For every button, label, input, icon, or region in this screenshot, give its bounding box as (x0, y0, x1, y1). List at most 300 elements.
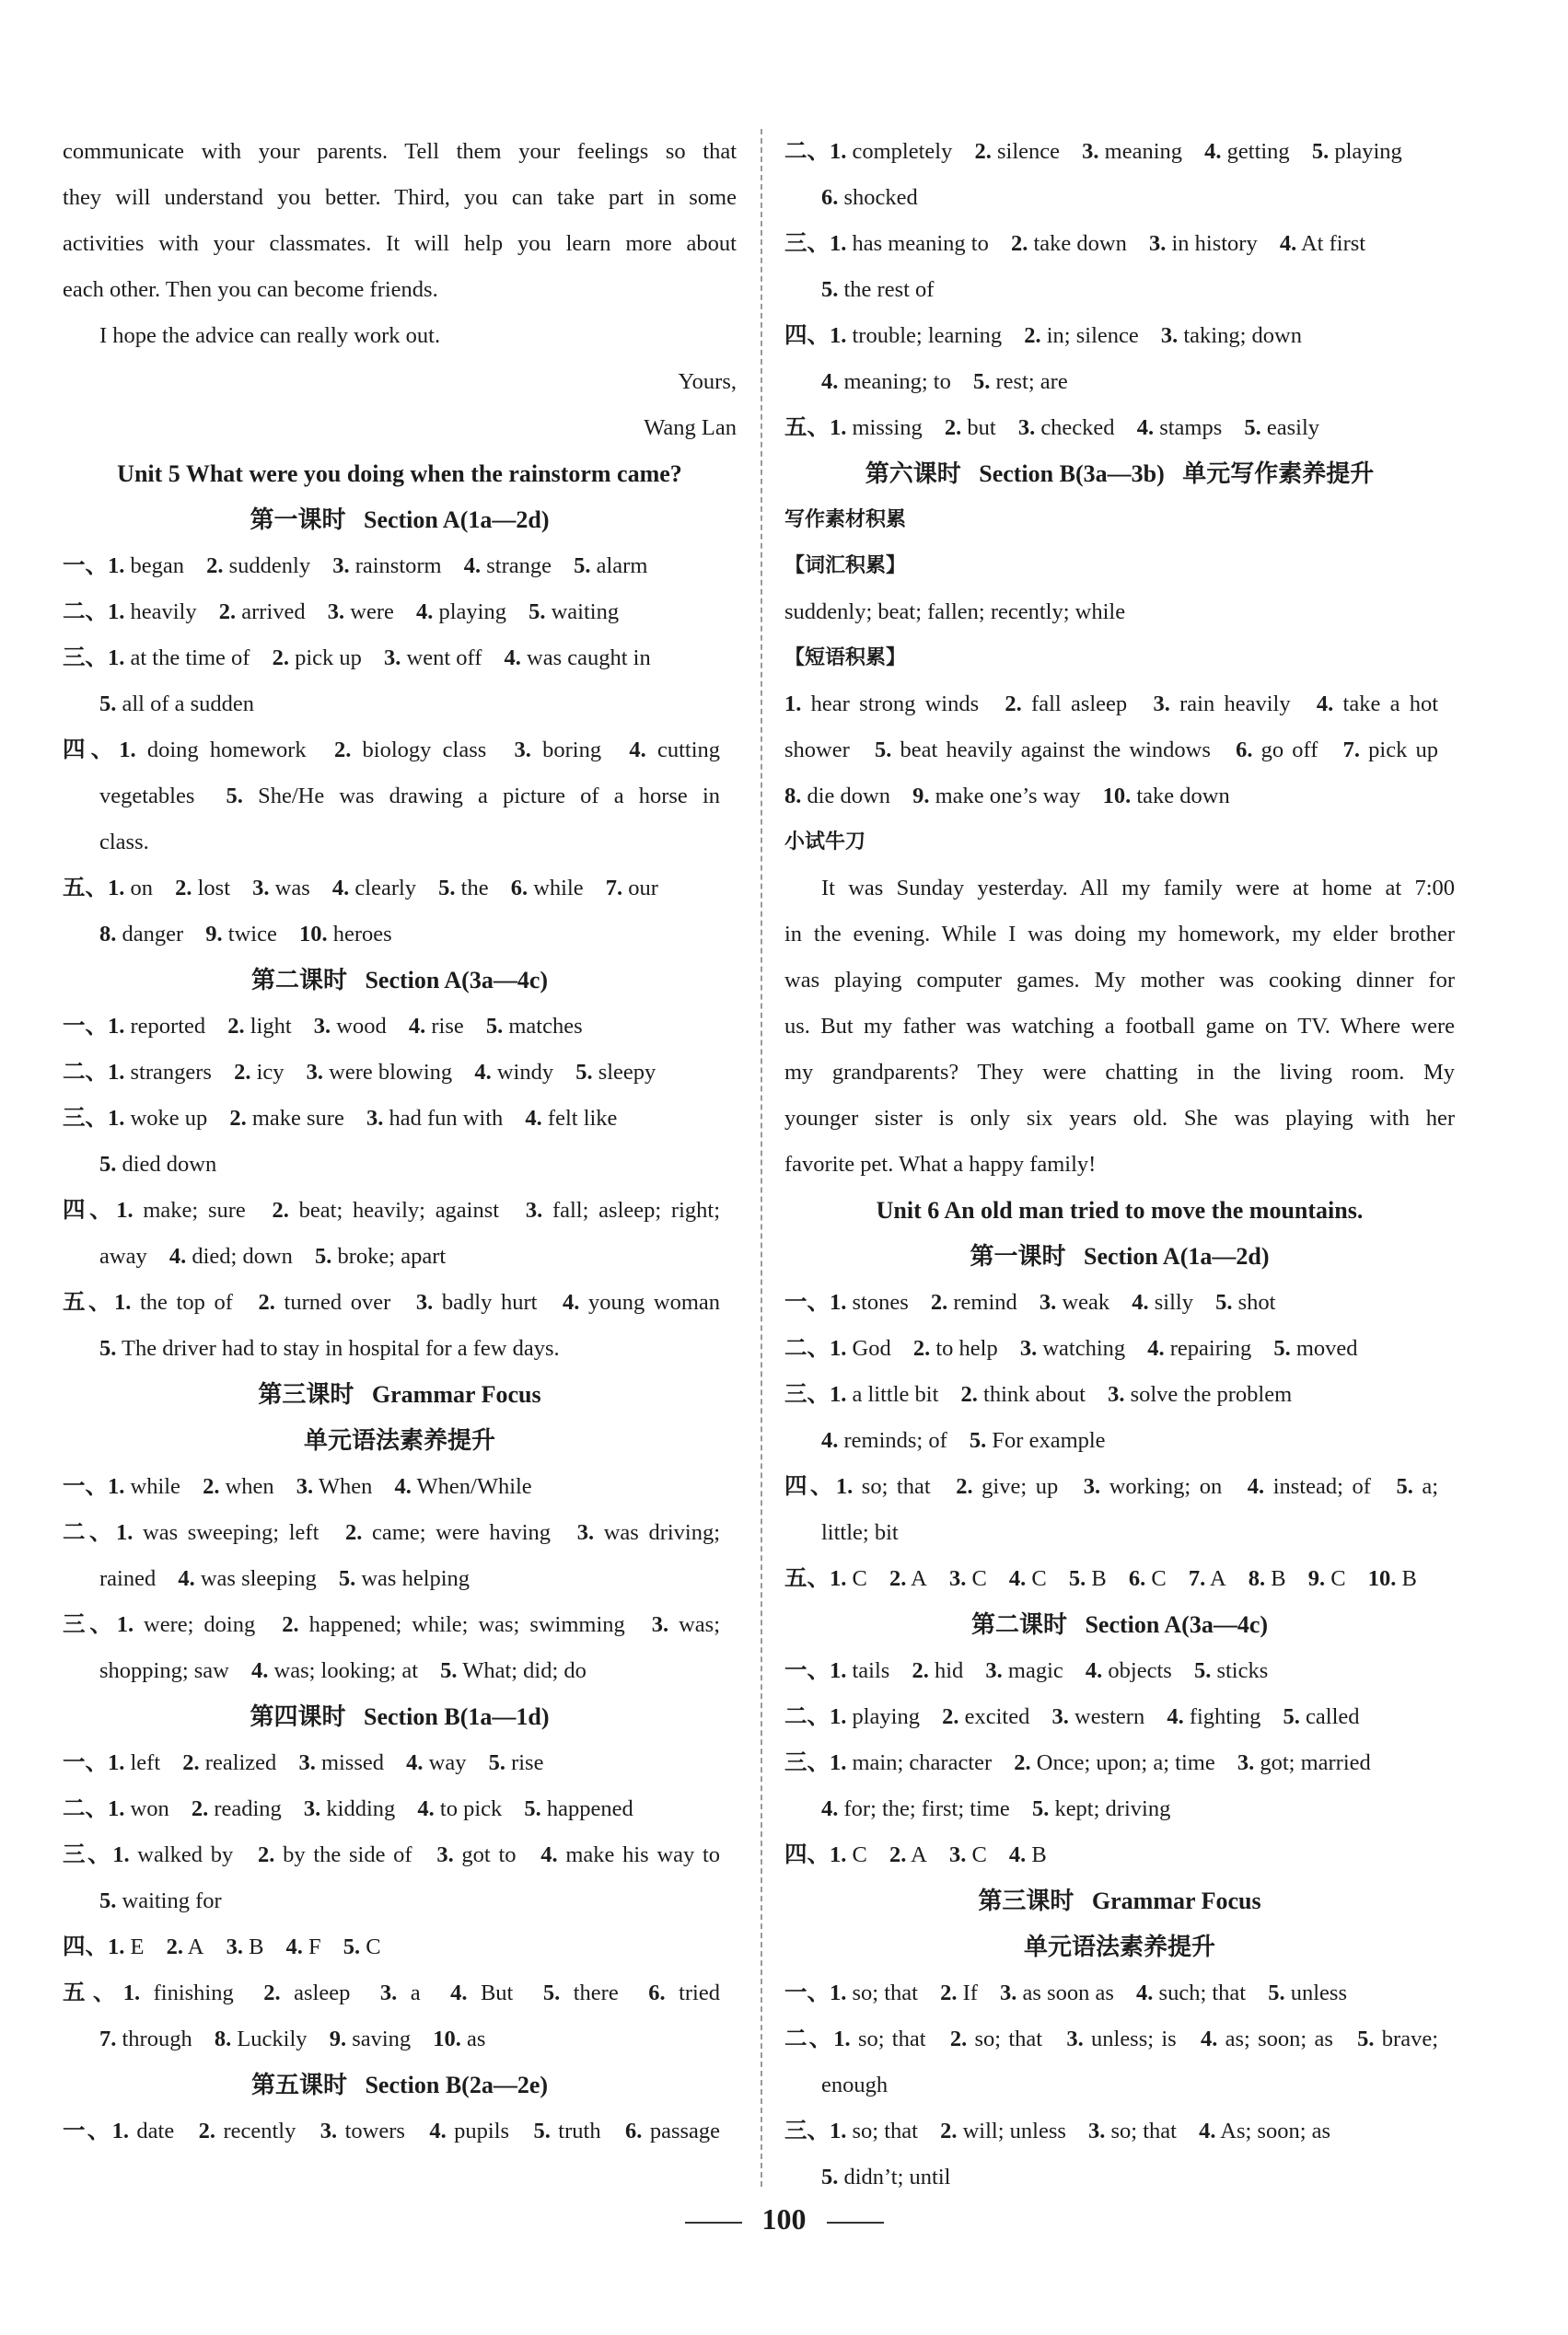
answer-item: 3. towers (319, 2119, 405, 2143)
answer-item: 4. was caught in (504, 645, 651, 670)
answer-item: 4. was sleeping (178, 1566, 317, 1591)
answer-line (63, 543, 737, 589)
answer-item: 4. At first (1279, 231, 1366, 256)
answer-line (784, 2016, 1455, 2062)
section-heading: 第二课时 Section A(3a—4c) (970, 1611, 1269, 1638)
answer-item: 2. A (889, 1566, 927, 1591)
answer-item: 4. repairing (1147, 1336, 1252, 1361)
answer-item: 5. a; (1396, 1474, 1439, 1499)
exercise-label: 三、 (63, 1106, 108, 1131)
exercise-label: 一、 (63, 1474, 108, 1499)
answer-item: 1. E (108, 1934, 145, 1959)
answer-item: 3. western (1051, 1704, 1145, 1729)
answer-item: 2. think about (960, 1382, 1086, 1407)
answer-item: 5. moved (1273, 1336, 1358, 1361)
text-line: communicate with your parents. Tell them your feelings so that (63, 139, 737, 164)
answer-item: 3. solve the problem (1108, 1382, 1293, 1407)
section-heading: 第二课时 Section A(3a—4c) (250, 967, 549, 993)
answer-item: 3. was (252, 876, 310, 900)
answer-item: 2. happened; while; was; swimming (282, 1612, 625, 1637)
answer-item: 1. doing homework (119, 738, 307, 762)
answer-item: 4. died; down (168, 1244, 293, 1269)
answer-item: 4. clearly (331, 876, 417, 900)
answer-item: 4. cutting (629, 738, 721, 762)
answer-item: 1. finishing (122, 1981, 234, 2005)
answer-item: 2. arrived (218, 599, 306, 624)
exercise-label: 三、 (784, 2119, 830, 2143)
answer-item: 4. young woman (563, 1290, 721, 1315)
text-line: us. But my father was watching a football game on TV. Where were (784, 1014, 1455, 1039)
answer-item: 3. badly hurt (415, 1290, 538, 1315)
answer-item: 1. the top of (114, 1290, 233, 1315)
answer-item: 5. The driver had to stay in hospital for a few days. (99, 1336, 560, 1361)
answer-item: 1. so; that (830, 2119, 918, 2143)
answer-item: 1. walked by (112, 1842, 234, 1867)
answer-item: 3. got to (436, 1842, 517, 1867)
text-line: suddenly; beat; fallen; recently; while (784, 599, 1126, 624)
answer-item: 2. A (889, 1842, 927, 1867)
text-line: they will understand you better. Third, you can take part in some (63, 185, 737, 210)
answer-line (784, 681, 1455, 727)
answer-item: 5. She/He was drawing a picture of a horse in (226, 784, 720, 808)
answer-item: 1. stones (830, 1290, 909, 1315)
text-line: each other. Then you can become friends. (63, 277, 438, 302)
answer-item: 9. C (1307, 1566, 1346, 1591)
exercise-label: 一、 (63, 1750, 108, 1775)
answer-item: 8. Luckily (214, 2027, 308, 2051)
answer-item: 3. kidding (303, 1796, 396, 1821)
answer-item: 3. so; that (1088, 2119, 1177, 2143)
answer-line (784, 359, 1455, 405)
section-heading: 单元语法素养提升 (303, 1427, 495, 1454)
answer-item: 1. woke up (108, 1106, 208, 1131)
answer-line (784, 313, 1455, 359)
answer-line (63, 1096, 737, 1142)
answer-item: 2. Once; upon; a; time (1014, 1750, 1215, 1775)
answer-line (63, 865, 737, 912)
answer-item: 2. will; unless (940, 2119, 1066, 2143)
answer-item: 8. die down (784, 784, 890, 808)
answer-line (63, 1464, 737, 1510)
answer-item: 3. C (948, 1842, 987, 1867)
answer-item: 5. easily (1244, 415, 1320, 440)
answer-item: 2. make sure (229, 1106, 344, 1131)
answer-line (784, 1372, 1455, 1418)
answer-item: 3. as soon as (1000, 1981, 1114, 2005)
answer-item: 2. when (203, 1474, 274, 1499)
exercise-label: 一、 (63, 2119, 112, 2143)
exercise-label: 三、 (63, 645, 108, 670)
answer-item: 8. danger (99, 922, 184, 947)
answer-line (784, 1418, 1455, 1464)
answer-item: 3. taking; down (1160, 323, 1302, 348)
subheading: 【词汇积累】 (784, 554, 907, 577)
answer-line (784, 2108, 1455, 2155)
answer-line (784, 727, 1455, 773)
exercise-label: 三、 (784, 1382, 830, 1407)
answer-item: 3. in history (1148, 231, 1258, 256)
answer-line (63, 1970, 737, 2016)
answer-item: 2. so; that (949, 2027, 1043, 2051)
answer-item: 1. has meaning to (830, 231, 989, 256)
answer-line (63, 681, 737, 727)
exercise-label: 三、 (63, 1612, 117, 1637)
answer-item: 4. objects (1085, 1658, 1172, 1683)
answer-item: 2. A (166, 1934, 204, 1959)
answer-item: 7. our (605, 876, 658, 900)
answer-line (63, 1602, 737, 1648)
text-line: in the evening. While I was doing my homework, my elder brother (784, 922, 1455, 947)
answer-line (784, 2062, 1455, 2108)
exercise-label: 二、 (63, 1060, 108, 1085)
answer-line (63, 589, 737, 635)
text-line: activities with your classmates. It will help you learn more about (63, 231, 737, 256)
answer-line (784, 1970, 1455, 2016)
answer-item: 2. realized (182, 1750, 277, 1775)
exercise-label: 二、 (784, 1704, 830, 1729)
answer-item: 5. alarm (574, 553, 648, 578)
answer-line (63, 1142, 737, 1188)
answer-item: 5. What; did; do (440, 1658, 587, 1683)
answer-item: 5. waiting (528, 599, 620, 624)
answer-item: 2. fall asleep (1005, 691, 1128, 716)
answer-item: 1. main; character (830, 1750, 993, 1775)
answer-line (784, 267, 1455, 313)
answer-item: 10. B (1367, 1566, 1417, 1591)
exercise-label: 四、 (784, 1842, 830, 1867)
answer-item: 1. strangers (108, 1060, 212, 1085)
column-divider (761, 129, 762, 2187)
answer-line (63, 1050, 737, 1096)
text-line: It was Sunday yesterday. All my family were at home at 7:00 (821, 876, 1455, 900)
answer-item: 4. fighting (1167, 1704, 1261, 1729)
answer-item: 10. heroes (298, 922, 392, 947)
answer-line (784, 1510, 1455, 1556)
answer-item: 1. began (108, 553, 184, 578)
answer-item: 1. at the time of (108, 645, 250, 670)
answer-item: 1. C (830, 1566, 867, 1591)
answer-item: 2. If (940, 1981, 978, 2005)
answer-item: 5. died down (99, 1152, 217, 1177)
answer-line (63, 1924, 737, 1970)
answer-item: 4. way (406, 1750, 467, 1775)
section-heading: 第一课时 Section A(1a—2d) (250, 506, 550, 533)
exercise-label: 三、 (784, 231, 830, 256)
section-heading: 第三课时 Grammar Focus (258, 1381, 541, 1408)
answer-item: 2. asleep (263, 1981, 351, 2005)
answer-item: 1. completely (830, 139, 953, 164)
answer-item: 1. so; that (830, 1981, 918, 2005)
answer-line (63, 1878, 737, 1924)
signature-line: Yours, (678, 369, 737, 394)
subheading: 【短语积累】 (784, 646, 907, 669)
answer-item: 4. But (450, 1981, 514, 2005)
answer-item: 8. B (1248, 1566, 1286, 1591)
answer-item: 2. by the side of (258, 1842, 412, 1867)
section-heading: 第五课时 Section B(2a—2e) (250, 2072, 549, 2098)
answer-item: shower (784, 738, 850, 762)
answer-item: 2. excited (942, 1704, 1030, 1729)
answer-item: 2. recently (198, 2119, 296, 2143)
answer-item: 4. rise (408, 1014, 464, 1039)
answer-item: 3. meaning (1082, 139, 1183, 164)
section-heading: 单元语法素养提升 (1023, 1934, 1215, 1960)
answer-line (63, 2016, 737, 2062)
text-line: was playing computer games. My mother was cooking dinner for (784, 968, 1455, 993)
answer-line (63, 1234, 737, 1280)
answer-item: 4. as; soon; as (1200, 2027, 1333, 2051)
left-column (63, 129, 737, 2155)
answer-item: 6. passage (625, 2119, 721, 2143)
answer-item: 6. go off (1236, 738, 1318, 762)
answer-line (63, 1648, 737, 1694)
answer-line (63, 1326, 737, 1372)
answer-line (784, 175, 1455, 221)
exercise-label: 二、 (63, 1520, 117, 1545)
answer-item: 3. rain heavily (1153, 691, 1291, 716)
answer-line (63, 912, 737, 958)
answer-item: 6. while (510, 876, 584, 900)
answer-item: 9. twice (205, 922, 277, 947)
exercise-label: 三、 (784, 1750, 830, 1775)
answer-item: 5. rise (488, 1750, 544, 1775)
answer-line (63, 1740, 737, 1786)
answer-item: 1. a little bit (830, 1382, 939, 1407)
answer-item: 2. lost (175, 876, 231, 900)
answer-item: 1. was sweeping; left (116, 1520, 319, 1545)
page-number-left-dash (685, 2222, 742, 2224)
answer-item: 4. instead; of (1247, 1474, 1371, 1499)
answer-item: 2. icy (234, 1060, 285, 1085)
answer-item: 1. playing (830, 1704, 920, 1729)
answer-line (63, 1832, 737, 1878)
answer-line (784, 1464, 1455, 1510)
answer-item: 1. on (108, 876, 153, 900)
answer-line (63, 1556, 737, 1602)
answer-item: 3. B (226, 1934, 264, 1959)
answer-item: enough (821, 2073, 889, 2097)
answer-item: 5. was helping (338, 1566, 470, 1591)
answer-line (63, 1280, 737, 1326)
exercise-label: 四、 (784, 323, 830, 348)
answer-item: 2. beat; heavily; against (272, 1198, 500, 1223)
answer-item: 5. playing (1311, 139, 1402, 164)
answer-item: 1. missing (830, 415, 923, 440)
answer-item: 3. were (327, 599, 394, 624)
answer-item: 3. were blowing (306, 1060, 453, 1085)
exercise-label: 二、 (784, 2027, 834, 2051)
answer-line (784, 1556, 1455, 1602)
answer-item: 4. stamps (1136, 415, 1223, 440)
subheading: 小试牛刀 (784, 831, 866, 854)
answer-item: 6. shocked (821, 185, 918, 210)
answer-item: away (99, 1244, 147, 1269)
answer-line (63, 727, 737, 773)
answer-item: shopping; saw (99, 1658, 229, 1683)
answer-item: 1. heavily (108, 599, 197, 624)
answer-item: 2. suddenly (206, 553, 311, 578)
answer-line (784, 1326, 1455, 1372)
answer-item: 4. make his way to (540, 1842, 721, 1867)
page-number-value: 100 (761, 2202, 807, 2236)
exercise-label: 五、 (63, 1981, 123, 2005)
exercise-label: 一、 (63, 1014, 108, 1039)
answer-item: 5. For example (969, 1428, 1106, 1453)
answer-line (784, 1648, 1455, 1694)
answer-item: 1. hear strong winds (784, 691, 980, 716)
answer-item: 4. playing (415, 599, 506, 624)
exercise-label: 五、 (784, 1566, 830, 1591)
section-heading: 第四课时 Section B(1a—1d) (250, 1703, 550, 1730)
answer-item: 3. got; married (1237, 1750, 1371, 1775)
exercise-label: 三、 (63, 1842, 113, 1867)
answer-item: 7. A (1188, 1566, 1226, 1591)
answer-item: 4. F (285, 1934, 321, 1959)
answer-item: 5. B (1068, 1566, 1107, 1591)
answer-item: 3. watching (1019, 1336, 1126, 1361)
answer-item: 4. for; the; first; time (821, 1796, 1010, 1821)
answer-item: class. (99, 830, 149, 854)
answer-item: 5. truth (533, 2119, 601, 2143)
answer-item: 3. had fun with (366, 1106, 504, 1131)
answer-item: 5. didn’t; until (821, 2165, 951, 2190)
answer-item: 1. reported (108, 1014, 206, 1039)
answer-item: 10. as (433, 2027, 486, 2051)
answer-item: 2. hid (912, 1658, 964, 1683)
answer-item: 2. to help (912, 1336, 998, 1361)
answer-item: 5. there (542, 1981, 619, 2005)
answer-item: 5. brave; (1357, 2027, 1439, 2051)
answer-item: 1. were; doing (116, 1612, 256, 1637)
answer-item: 4. As; soon; as (1199, 2119, 1331, 2143)
answer-item: 1. God (830, 1336, 891, 1361)
answer-line (63, 1004, 737, 1050)
answer-item: 5. happened (524, 1796, 633, 1821)
answer-item: 2. came; were having (345, 1520, 552, 1545)
answer-item: 5. beat heavily against the windows (874, 738, 1211, 762)
answer-item: 3. working; on (1083, 1474, 1223, 1499)
answer-item: 2. silence (974, 139, 1061, 164)
answer-line (784, 1740, 1455, 1786)
answer-item: 1. so; that (835, 1474, 931, 1499)
answer-line (784, 129, 1455, 175)
exercise-label: 五、 (784, 415, 830, 440)
signature-line: Wang Lan (644, 415, 737, 440)
answer-line (784, 2155, 1455, 2201)
answer-item: 1. make; sure (116, 1198, 246, 1223)
answer-item: 7. pick up (1342, 738, 1438, 762)
section-heading: 第六课时 Section B(3a—3b) 单元写作素养提升 (865, 460, 1375, 487)
answer-item: 2. give; up (956, 1474, 1059, 1499)
answer-item: 2. remind (930, 1290, 1017, 1315)
exercise-label: 五、 (63, 876, 108, 900)
answer-item: 10. take down (1102, 784, 1230, 808)
exercise-label: 一、 (784, 1981, 830, 2005)
answer-item: 5. the (438, 876, 489, 900)
answer-line (784, 405, 1455, 451)
answer-item: 5. kept; driving (1031, 1796, 1171, 1821)
answer-item: 3. was driving; (576, 1520, 721, 1545)
answer-line (784, 221, 1455, 267)
unit-title: Unit 5 What were you doing when the rainstorm came? (117, 460, 682, 487)
answer-item: 4. reminds; of (821, 1428, 947, 1453)
page-number (0, 2202, 1568, 2236)
answer-item: 4. silly (1132, 1290, 1193, 1315)
answer-item: 5. sleepy (575, 1060, 656, 1085)
subheading: 写作素材积累 (784, 508, 907, 531)
answer-line (63, 1188, 737, 1234)
answer-item: little; bit (821, 1520, 899, 1545)
answer-item: 1. date (111, 2119, 175, 2143)
answer-item: 5. matches (485, 1014, 583, 1039)
text-line: I hope the advice can really work out. (99, 323, 441, 348)
answer-item: 5. waiting for (99, 1888, 222, 1913)
answer-item: 3. wood (313, 1014, 387, 1039)
answer-item: 4. When/While (394, 1474, 532, 1499)
answer-item: 1. while (108, 1474, 180, 1499)
answer-item: 1. left (108, 1750, 161, 1775)
answer-item: 3. When (296, 1474, 373, 1499)
exercise-label: 四、 (63, 1198, 117, 1223)
answer-item: 4. felt like (525, 1106, 618, 1131)
answer-item: 3. C (948, 1566, 987, 1591)
answer-line (784, 1832, 1455, 1878)
answer-item: 1. tails (830, 1658, 890, 1683)
answer-item: 2. turned over (258, 1290, 391, 1315)
answer-line (63, 1510, 737, 1556)
answer-item: 4. such; that (1136, 1981, 1247, 2005)
exercise-label: 二、 (63, 599, 108, 624)
answer-item: 4. to pick (417, 1796, 503, 1821)
answer-line (784, 1786, 1455, 1832)
answer-item: 4. B (1008, 1842, 1047, 1867)
answer-item: 2. light (227, 1014, 292, 1039)
text-line: my grandparents? They were chatting in the living room. My (784, 1060, 1455, 1085)
answer-item: 3. unless; is (1066, 2027, 1177, 2051)
answer-item: 4. meaning; to (821, 369, 951, 394)
section-heading: 第一课时 Section A(1a—2d) (970, 1243, 1270, 1270)
page-number-right-dash (827, 2222, 884, 2224)
answer-item: 2. take down (1010, 231, 1127, 256)
answer-line (784, 1694, 1455, 1740)
answer-item: 5. all of a sudden (99, 691, 255, 716)
answer-item: 4. strange (463, 553, 552, 578)
answer-item: 5. C (343, 1934, 381, 1959)
answer-item: 5. unless (1268, 1981, 1347, 2005)
answer-item: 2. but (944, 415, 996, 440)
answer-item: 3. weak (1039, 1290, 1110, 1315)
answer-item: 2. reading (191, 1796, 282, 1821)
answer-item: 5. broke; apart (315, 1244, 447, 1269)
answer-item: 3. a (379, 1981, 421, 2005)
answer-item: 5. called (1283, 1704, 1360, 1729)
answer-item: 5. the rest of (821, 277, 935, 302)
right-column (784, 129, 1455, 2201)
answer-item: 1. so; that (833, 2027, 926, 2051)
text-line: favorite pet. What a happy family! (784, 1152, 1097, 1177)
exercise-label: 四、 (63, 1934, 108, 1959)
answer-item: 1. trouble; learning (830, 323, 1003, 348)
unit-title: Unit 6 An old man tried to move the mountains. (876, 1197, 1364, 1224)
answer-item: 2. in; silence (1024, 323, 1139, 348)
answer-item: vegetables (99, 784, 195, 808)
answer-item: 4. take a hot (1316, 691, 1439, 716)
exercise-label: 二、 (63, 1796, 108, 1821)
answer-line (63, 2108, 737, 2155)
answer-item: 3. boring (514, 738, 602, 762)
answer-item: 4. windy (474, 1060, 554, 1085)
exercise-label: 一、 (784, 1658, 830, 1683)
